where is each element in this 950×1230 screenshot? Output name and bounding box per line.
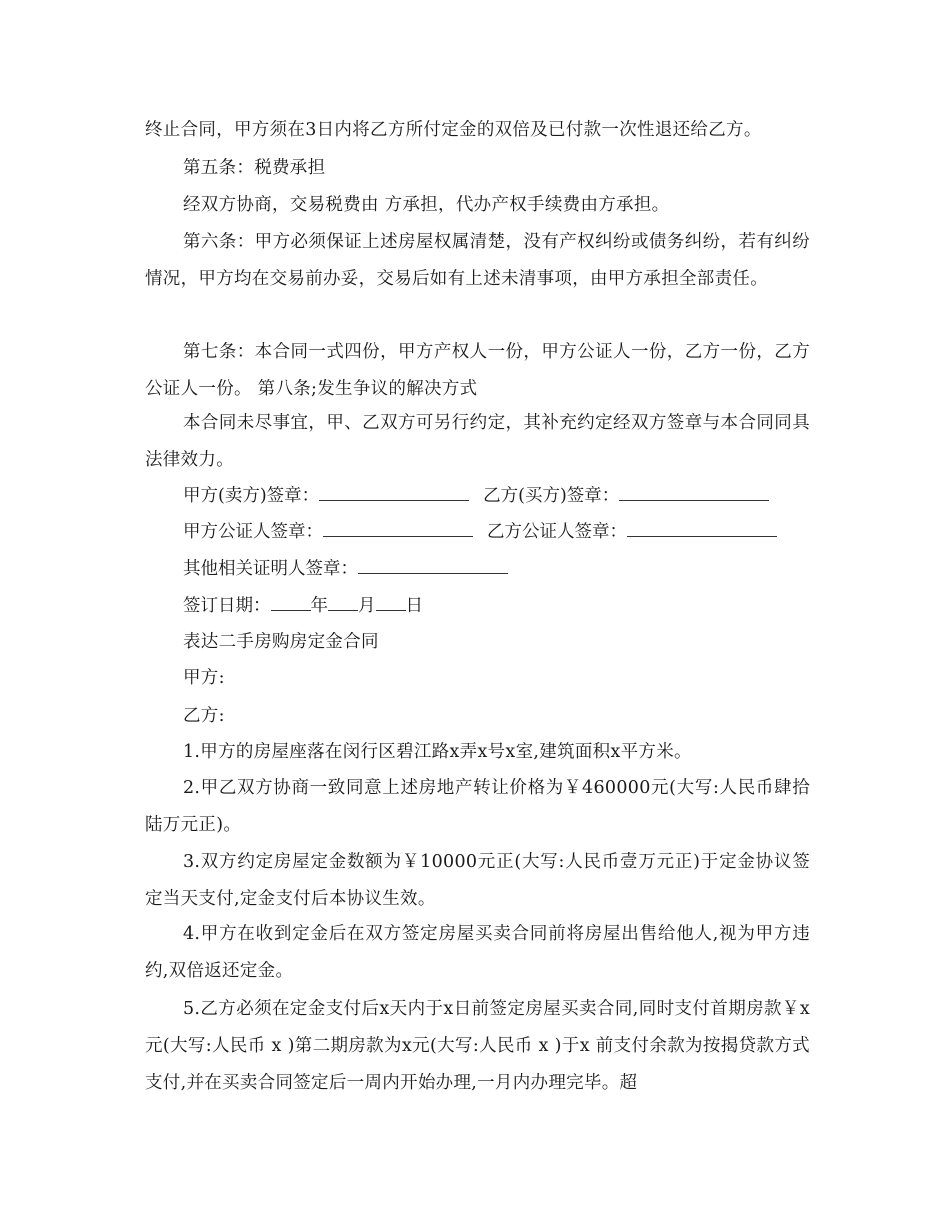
signature-row-notaries: [183, 514, 777, 551]
buyer-notary-line[interactable]: [627, 520, 777, 537]
other-witness-line[interactable]: [358, 557, 508, 574]
buyer-signature-label: 乙方(买方)签章：: [483, 486, 620, 506]
article-5-title: 第五条：税费承担: [183, 158, 326, 178]
signature-row-parties: [183, 478, 769, 515]
other-witness-label: 其他相关证明人签章：: [183, 559, 358, 579]
article-6: 第六条：甲方必须保证上述房屋权属清楚，没有产权纠纷或债务纠纷，若有纠纷情况，甲方均在交易前办妥，交易后如有上述未清事项，由甲方承担全部责任。: [145, 232, 810, 289]
date-year-blank[interactable]: [271, 594, 311, 611]
date-day-unit: 日: [405, 596, 423, 616]
contract2-item-1: 1.甲方的房屋座落在闵行区碧江路x弄x号x室,建筑面积x平方米。: [183, 742, 692, 762]
date-day-blank[interactable]: [376, 594, 406, 611]
signing-date-label: 签订日期：: [183, 596, 271, 616]
contract2-item-4: 4.甲方在收到定金后在双方签定房屋买卖合同前将房屋出售给他人,视为甲方违约,双倍返还定金。: [145, 924, 810, 981]
paragraph-termination: 终止合同，甲方须在3日内将乙方所付定金的双倍及已付款一次性退还给乙方。: [145, 120, 762, 140]
seller-signature-label: 甲方(卖方)签章：: [183, 486, 320, 506]
signature-row-witness: [183, 551, 508, 588]
contract2-party-a: 甲方:: [183, 668, 225, 688]
seller-signature-line[interactable]: [319, 484, 469, 501]
buyer-notary-label: 乙方公证人签章：: [487, 522, 627, 542]
contract2-item-5: 5.乙方必须在定金支付后x天内于x日前签定房屋买卖合同,同时支付首期房款￥x 元(大写:人民币 x )第二期房款为x元(大写:人民币 x )于x 前支付余款为按揭贷款方式支付,并在买卖合同签定后一周内开始办理,一月内办理完毕。超: [145, 999, 810, 1093]
seller-notary-line[interactable]: [323, 520, 473, 537]
date-month-unit: 月: [358, 596, 376, 616]
buyer-signature-line[interactable]: [619, 484, 769, 501]
contract2-item-3: 3.双方约定房屋定金数额为￥10000元正(大写:人民币壹万元正)于定金协议签定当天支付,定金支付后本协议生效。: [145, 852, 810, 909]
contract2-party-b: 乙方:: [183, 706, 225, 726]
signing-date-row: [183, 588, 423, 625]
supplement-clause: 本合同未尽事宜，甲、乙双方可另行约定，其补充约定经双方签章与本合同同具法律效力。: [145, 413, 810, 470]
contract2-item-2: 2.甲乙双方协商一致同意上述房地产转让价格为￥460000元(大写:人民币肆拾陆万元正)。: [145, 778, 810, 835]
article-5-body: 经双方协商，交易税费由 方承担，代办产权手续费由方承担。: [183, 195, 670, 215]
seller-notary-label: 甲方公证人签章：: [183, 522, 323, 542]
article-7: 第七条：本合同一式四份，甲方产权人一份，甲方公证人一份，乙方一份，乙方公证人一份。 第八条;发生争议的解决方式: [145, 342, 810, 399]
contract2-title: 表达二手房购房定金合同: [183, 632, 379, 652]
date-month-blank[interactable]: [328, 594, 358, 611]
date-year-unit: 年: [310, 596, 328, 616]
